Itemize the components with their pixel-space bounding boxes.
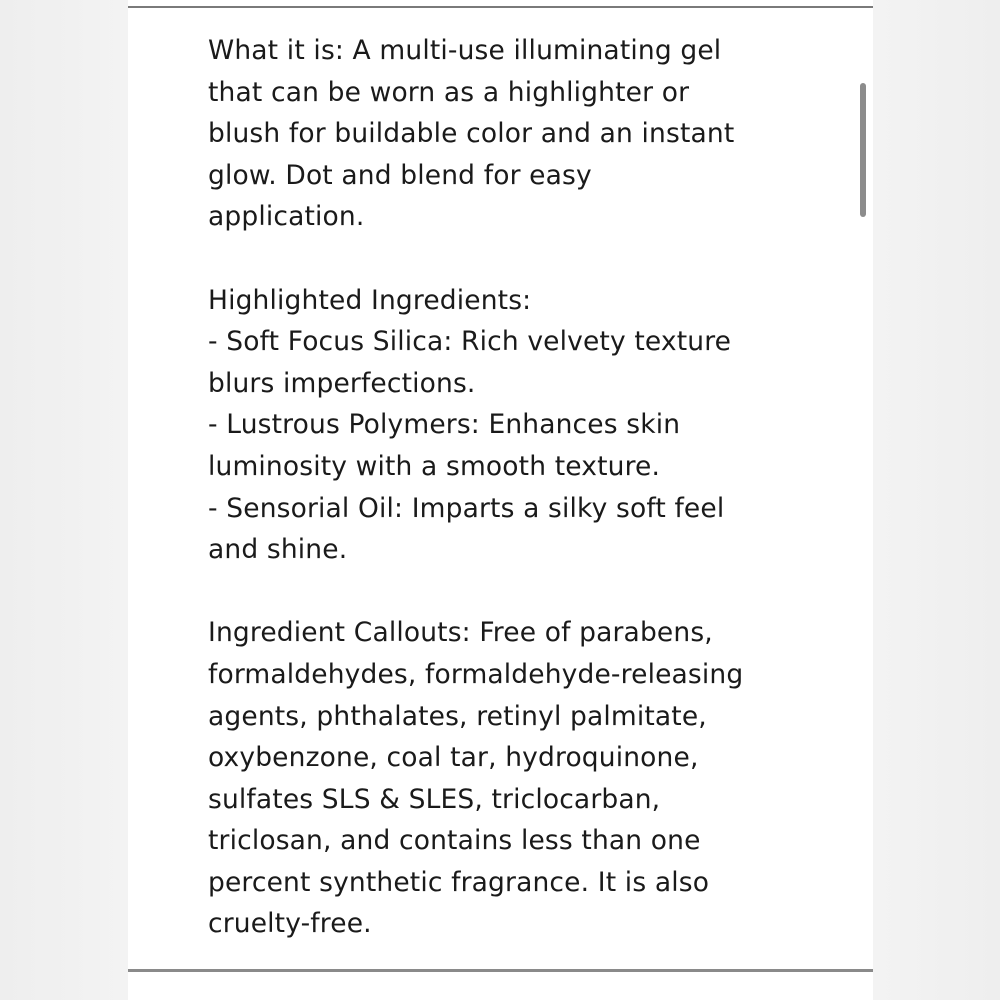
what-it-is-line: that can be worn as a highlighter or bbox=[208, 76, 690, 108]
what-it-is-line: glow. Dot and blend for easy bbox=[208, 159, 592, 191]
callouts-line: agents, phthalates, retinyl palmitate, bbox=[208, 700, 707, 732]
what-it-is-label: What it is: bbox=[208, 35, 344, 66]
highlighted-ingredients-section bbox=[208, 280, 828, 571]
highlighted-ingredients-heading: Highlighted Ingredients: bbox=[208, 284, 532, 316]
ingredient-line: - Lustrous Polymers: Enhances skin bbox=[208, 409, 681, 441]
product-description bbox=[208, 30, 828, 945]
callouts-line-1 bbox=[208, 612, 828, 654]
ingredient-callouts-label: Ingredient Callouts: bbox=[208, 617, 471, 649]
what-it-is-line-1 bbox=[208, 30, 828, 72]
ingredient-callouts-section bbox=[208, 612, 828, 945]
top-divider bbox=[128, 6, 873, 8]
callouts-line: percent synthetic fragrance. It is also bbox=[208, 866, 710, 898]
ingredient-line: blurs imperfections. bbox=[208, 367, 476, 399]
callouts-line: formaldehydes, formaldehyde-releasing bbox=[208, 658, 744, 690]
what-it-is-line: application. bbox=[208, 201, 365, 233]
callouts-line: oxybenzone, coal tar, hydroquinone, bbox=[208, 742, 699, 774]
vertical-scrollbar-thumb[interactable] bbox=[860, 83, 866, 217]
what-it-is-line: blush for buildable color and an instant bbox=[208, 118, 735, 150]
bottom-divider bbox=[128, 969, 873, 972]
ingredient-line: and shine. bbox=[208, 534, 348, 566]
what-it-is-text: A multi-use illuminating gel bbox=[343, 35, 722, 66]
callouts-line: triclosan, and contains less than one bbox=[208, 825, 701, 857]
callouts-line: cruelty-free. bbox=[208, 908, 372, 940]
ingredient-line: luminosity with a smooth texture. bbox=[208, 450, 661, 482]
callouts-text: Free of parabens, bbox=[470, 617, 713, 649]
what-it-is-section bbox=[208, 30, 828, 238]
ingredient-line: - Sensorial Oil: Imparts a silky soft feel bbox=[208, 492, 725, 524]
ingredient-line: - Soft Focus Silica: Rich velvety texture bbox=[208, 326, 732, 358]
callouts-line: sulfates SLS & SLES, triclocarban, bbox=[208, 783, 661, 815]
